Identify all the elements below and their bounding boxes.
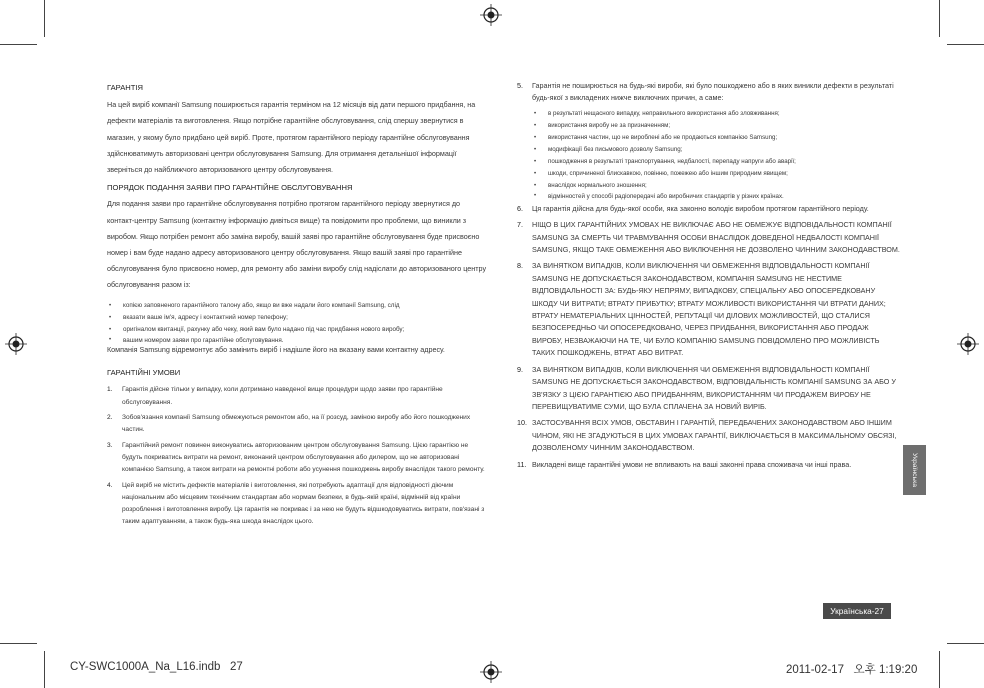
list-item: 3. Гарантійний ремонт повинен виконуватись авторизованим центром обслуговування Samsung. Цією гарантією не будуть покриватись витрати на ремонт, виконаний центром обслуговування або дилером, що не авторизовані компанією Samsung, а також витрати на ремонтні роботи або усунення пошкоджень виробу внаслідок такого ремонту. [107, 441, 485, 474]
list-item: • використання частин, що не вироблені або не продаються компанією Samsung; [532, 132, 900, 144]
list-item: 8. ЗА ВИНЯТКОМ ВИПАДКІВ, КОЛИ ВИКЛЮЧЕННЯ ЧИ ОБМЕЖЕННЯ ВІДПОВІДАЛЬНОСТІ КОМПАНІЇ SAMSUNG НЕ ДОПУСКАЄТЬСЯ ЗАКОНОДАВСТВОМ, КОМПАНІЯ SAMSUNG НЕ НЕСТИМЕ ВІДПОВІДАЛЬНОСТІ ЗА: БУДЬ-ЯКУ НЕПРЯМУ, ВИПАДКОВУ, СПЕЦІАЛЬНУ АБО ОПОСЕРЕДКОВАНУ ШКОДУ ЧИ ВИТРАТИ; ВТРАТУ ПРИБУТКУ; ВТРАТУ МОЖЛИВОСТІ ВИКОРИСТАННЯ ЧИ ВТРАТИ ДАНИХ; ВТРАТУ НЕМАТЕРІАЛЬНИХ ЦІННОСТЕЙ, РЕПУТАЦІЇ ЧИ ДІЛОВИХ МОЖЛИВОСТЕЙ, ЩО СТАЛИСЯ БЕЗПОСЕРЕДНЬО ЧИ ОПОСЕРЕДКОВАНО, ЧЕРЕЗ ПРИДБАННЯ, ВИКОРИСТАННЯ АБО ПРОДАЖ ВИРОБУ, НЕЗВАЖАЮЧИ НА ТЕ, ЧИ БУЛО КОМПАНІЮ SAMSUNG ПОВІДОМЛЕНО ПРО МОЖЛИВІСТЬ ТАКИХ ПОШКОДЖЕНЬ, ВТРАТ АБО ВИТРАТ. [517, 261, 886, 358]
list-item: 7. НІЩО В ЦИХ ГАРАНТІЙНИХ УМОВАХ НЕ ВИКЛЮЧАЄ АБО НЕ ОБМЕЖУЄ ВІДПОВІДАЛЬНОСТІ КОМПАНІЇ SAMSUNG ЗА СМЕРТЬ ЧИ ТРАВМУВАННЯ ОСОБИ ВНАСЛІДОК ДОВЕДЕНОЇ НЕДБАЛОСТІ КОМПАНІЇ SAMSUNG, ЯКЩО ТАКЕ ОБМЕЖЕННЯ АБО ВИКЛЮЧЕННЯ НЕ ДОЗВОЛЕНО ЧИННИМ ЗАКОНОДАВСТВОМ. [517, 220, 900, 255]
procedure-after-paragraph: Компанія Samsung відремонтує або замінить виріб і надішле його на вказану вами контактну адресу. [107, 345, 445, 355]
list-item: 6. Ця гарантія дійсна для будь-якої особи, яка законно володіє виробом протягом гарантійного періоду. [517, 203, 869, 213]
procedure-bullet-list [107, 300, 489, 346]
list-item: • вказати ваше ім'я, адресу і контактний номер телефону; [107, 312, 489, 324]
warranty-heading: ГАРАНТІЯ [107, 83, 144, 92]
language-side-tab [903, 445, 926, 495]
list-item: • копією заповненого гарантійного талону або, якщо ви вже надали його компанії Samsung, слід [107, 300, 489, 312]
list-item: 9. ЗА ВИНЯТКОМ ВИПАДКІВ, КОЛИ ВИКЛЮЧЕННЯ ЧИ ОБМЕЖЕННЯ ВІДПОВІДАЛЬНОСТІ КОМПАНІЇ SAMSUNG НЕ ДОПУСКАЄТЬСЯ ЗАКОНОДАВСТВОМ, ВІДПОВІДАЛЬНІСТЬ КОМПАНІЇ SAMSUNG ЗА АБО У ЗВ'ЯЗКУ З ЦІЄЮ ГАРАНТІЄЮ АБО ПРИДБАННЯМ, ВИКОРИСТАННЯМ ЧИ ПРОДАЖЕМ ВИРОБУ НЕ ПЕРЕВИЩУВАТИМЕ СУМИ, ЩО БУЛА СПЛАЧЕНА ЗА НОВИЙ ВИРІБ. [517, 364, 896, 411]
conditions-list-continued [517, 80, 900, 471]
list-item: • вашим номером заяви про гарантійне обслуговування. [107, 336, 489, 345]
list-item: • оригіналом квитанції, рахунку або чеку, який вам було надано під час придбання нового виробу; [107, 324, 489, 336]
list-item: • модифікації без письмового дозволу Samsung; [532, 144, 900, 156]
crop-mark [0, 44, 37, 45]
crop-mark [947, 643, 984, 644]
crop-mark [939, 0, 940, 37]
registration-mark-icon [480, 661, 502, 683]
list-item: 10. ЗАСТОСУВАННЯ ВСІХ УМОВ, ОБСТАВИН І ГАРАНТІЙ, ПЕРЕДБАЧЕНИХ ЗАКОНОДАВСТВОМ АБО ІНШИМ ЧИНОМ, ЯКІ НЕ ЗГАДУЮТЬСЯ В ЦИХ УМОВАХ ГАРАНТІЇ, ВИКЛЮЧАЄТЬСЯ В МАКСИМАЛЬНОМУ ОБСЯЗІ, ДОЗВОЛЕНОМУ ЧИННИМ ЗАКОНОДАВСТВОМ. [517, 418, 897, 453]
footer-timestamp: 2011-02-17 오후 1:19:20 [786, 664, 918, 676]
exclusions-bullet-list [532, 108, 900, 201]
list-item: • відмінностей у способі радіопередачі або виробничих стандартів у різних країнах. [532, 192, 900, 201]
procedure-paragraph: Для подання заяви про гарантійне обслуговування потрібно протягом гарантійного періоду звернутися до контакт-центру Samsung (контактну інформацію дивіться вище) та повідомити про проблеми, що виникли з виробом. Якщо потрібен ремонт або заміна виробу, вашій заяві про гарантійне обслуговування буде присвоєно номер і вам буде надано адресу авторизованого центру обслуговування. Якщо вашій заяві про гарантійне обслуговування було присвоєно номер, для ремонту або заміни виробу слід надіслати до авторизованого центру обслуговування разом із: [107, 199, 487, 290]
list-item: 11. Викладені вище гарантійні умови не впливають на ваші законні права споживача чи інші права. [517, 459, 852, 469]
list-item: • пошкодження в результаті транспортування, недбалості, перепаду напруги або аварії; [532, 156, 900, 168]
crop-mark [44, 0, 45, 37]
list-item: • шкоди, спричиненої блискавкою, повінню, пожежею або іншим природним явищем; [532, 168, 900, 180]
warranty-paragraph: На цей виріб компанії Samsung поширюється гарантія терміном на 12 місяців від дати першого придбання, на дефекти матеріалів та виготовлення. Якщо потрібне гарантійне обслуговування, слід спершу звернутися в магазин, у якому було придбано цей виріб. Проте, протягом гарантійного періоду гарантійне обслуговування здійснюватимуть авторизовані центри обслуговування Samsung. Для отримання детальнішої інформації зверніться до найближчого авторизованого центру обслуговування. [107, 100, 476, 175]
list-item: • внаслідок нормального зношення; [532, 180, 900, 192]
page-number-badge: Українська-27 [823, 603, 891, 619]
list-item: • в результаті нещасного випадку, неправильного використання або зловживання; [532, 108, 900, 120]
crop-mark [0, 643, 37, 644]
registration-mark-icon [480, 4, 502, 26]
list-item: 2. Зобов'язання компанії Samsung обмежуються ремонтом або, на її розсуд, заміною виробу або його пошкоджених частин. [107, 414, 471, 434]
procedure-heading: ПОРЯДОК ПОДАННЯ ЗАЯВИ ПРО ГАРАНТІЙНЕ ОБСЛУГОВУВАННЯ [107, 183, 353, 193]
left-column [107, 80, 489, 532]
crop-mark [44, 651, 45, 688]
list-item: 5. Гарантія не поширюється на будь-які вироби, які було пошкоджено або в яких виникли дефекти в результаті будь-якої з викладених нижче виключних причин, а саме: • в результаті нещасного випадку, неправильного використання або зловживання; • використання виробу не за призначенням; • використання частин, що не вироблені або не продаються компанією Samsung; • модифікації без письмового дозволу Samsung; • пошкодження в результаті транспортування, недбалості, перепаду напруги або аварії; • шкоди, спричиненої блискавкою, повінню, пожежею або іншим природним явищем; • внаслідок нормального зношення; • відмінностей у способі радіопередачі або виробничих стандартів у різних країнах. [517, 80, 900, 201]
right-column [517, 80, 900, 475]
registration-mark-icon [5, 333, 27, 355]
crop-mark [947, 44, 984, 45]
registration-mark-icon [957, 333, 979, 355]
footer-file-info: CY-SWC1000A_Na_L16.indb 27 [70, 661, 243, 673]
language-side-tab-label: Українська [911, 452, 918, 488]
conditions-list [107, 384, 489, 528]
conditions-heading: ГАРАНТІЙНІ УМОВИ [107, 368, 181, 378]
list-item: 1. Гарантія дійсне тільки у випадку, коли дотримано наведеної вище процедури щодо заяви про гарантійне обслуговування. [107, 386, 443, 406]
list-item: • використання виробу не за призначенням; [532, 120, 900, 132]
crop-mark [939, 651, 940, 688]
list-item: 4. Цей виріб не містить дефектів матеріалів і виготовлення, які потребують адаптації для відповідності діючим національним або місцевим технічним стандартам або нормам безпеки, в будь-якій країні, відмінній від країни розроблення і виготовлення виробу. Ця гарантія не покриває і за нею не будуть відшкодовуватись витрати, пов'язані з таким адаптуванням, а також будь-яка шкода внаслідок цього. [107, 481, 485, 526]
